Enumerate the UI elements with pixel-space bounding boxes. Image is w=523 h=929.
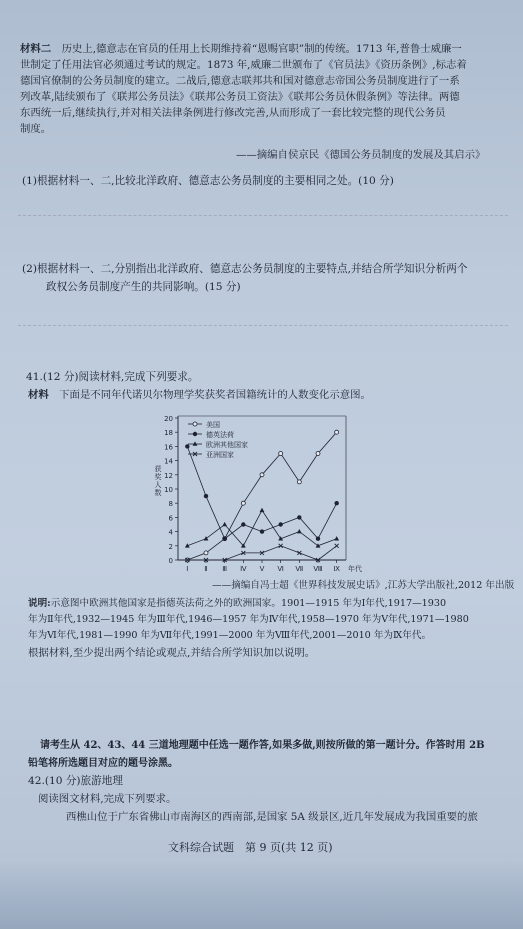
data-point bbox=[297, 515, 301, 519]
material-2-line-4: 列改革,陆续颁布了《联邦公务员法》《联邦公务员工资法》《联邦公务员休假条例》等法律。两德 bbox=[20, 91, 460, 103]
data-point bbox=[260, 508, 265, 512]
x-tick-label: Ⅵ bbox=[277, 565, 284, 573]
data-point bbox=[222, 537, 226, 541]
question-41-task: 根据材料,至少提出两个结论或观点,并结合所学知识加以说明。 bbox=[28, 647, 316, 659]
y-tick-label: 6 bbox=[168, 514, 173, 523]
answer-space-divider bbox=[18, 215, 508, 216]
chart-note-line-2: 年为Ⅱ年代,1932—1945 年为Ⅲ年代,1946—1957 年为Ⅳ年代,1958—1970 年为Ⅴ年代,1971—1980 bbox=[28, 614, 469, 625]
chart-note-line-3: 年为Ⅵ年代,1981—1990 年为Ⅶ年代,1991—2000 年为Ⅷ年代,2001—2010 年为Ⅸ年代。 bbox=[28, 630, 432, 641]
x-tick-label: Ⅲ bbox=[222, 565, 228, 573]
series-0 bbox=[185, 430, 338, 562]
legend-label: 欧洲其他国家 bbox=[206, 441, 248, 449]
nobel-physics-chart bbox=[150, 410, 365, 580]
material-2-source: ——摘编自侯京民《德国公务员制度的发展及其启示》 bbox=[236, 149, 486, 161]
series-2 bbox=[185, 508, 339, 548]
data-point bbox=[204, 494, 208, 498]
question-40-2-line-2: 政权公务员制度产生的共同影响。(15 分) bbox=[46, 281, 241, 293]
x-tick-label: Ⅸ bbox=[333, 565, 340, 573]
material-2-label: 材料二 bbox=[20, 43, 52, 55]
chart-series-group bbox=[185, 430, 339, 562]
y-tick-label: 20 bbox=[164, 415, 173, 423]
answer-space-divider bbox=[18, 325, 508, 326]
x-tick-label: Ⅷ bbox=[313, 565, 323, 573]
y-tick-label: 10 bbox=[164, 486, 173, 494]
data-point bbox=[204, 536, 209, 540]
question-41-material: 材料 下面是不同年代诺贝尔物理学奖获奖者国籍统计的人数变化示意图。 bbox=[28, 389, 371, 401]
material-2-line-2: 世制定了任用法官必须通过考试的规定。1873 年,威廉二世颁布了《官员法》《资历条例》,标志着 bbox=[20, 59, 467, 71]
series-line bbox=[187, 446, 336, 538]
y-tick-label: 18 bbox=[164, 429, 173, 438]
x-axis-label: 年代 bbox=[348, 565, 362, 573]
geography-notice-line-2: 铅笔将所选题目对应的题号涂黑。 bbox=[28, 758, 178, 769]
page-footer: 文科综合试题 第 9 页(共 12 页) bbox=[168, 841, 333, 854]
material-2-line-1: 材料二 历史上,德意志在官员的任用上长期维持着“恩赐官职”制的传统。1713 年,普鲁士威廉一 bbox=[20, 43, 462, 55]
question-41-heading: 41.(12 分)阅读材料,完成下列要求。 bbox=[26, 371, 199, 383]
note-label: 说明: bbox=[28, 598, 51, 609]
y-tick-label: 4 bbox=[168, 528, 173, 537]
question-40-2-line-1: (2)根据材料一、二,分别指出北洋政府、德意志公务员制度的主要特点,并结合所学知识分析两个 bbox=[22, 263, 468, 275]
series-line bbox=[187, 510, 336, 546]
y-tick-label: 14 bbox=[164, 457, 173, 466]
x-tick-label: Ⅶ bbox=[295, 565, 304, 573]
question-40-1: (1)根据材料一、二,比较北洋政府、德意志公务员制度的主要相同之处。(10 分) bbox=[22, 175, 394, 187]
legend-label: 美国 bbox=[206, 421, 220, 429]
question-42-heading: 42.(10 分)旅游地理 bbox=[28, 775, 123, 787]
data-point bbox=[297, 529, 302, 533]
y-tick-label: 0 bbox=[168, 557, 173, 565]
data-point bbox=[316, 452, 320, 456]
data-point bbox=[335, 430, 339, 434]
data-point bbox=[297, 551, 301, 555]
chart-note-line-1: 说明:示意图中欧洲其他国家是指德英法荷之外的欧洲国家。1901—1915 年为Ⅰ年代,1917—1930 bbox=[28, 598, 447, 609]
y-axis-label: 获奖人数 bbox=[154, 465, 162, 497]
data-point bbox=[334, 536, 339, 540]
data-point bbox=[335, 544, 339, 548]
data-point bbox=[185, 444, 189, 448]
data-point bbox=[316, 537, 320, 541]
data-point bbox=[279, 452, 283, 456]
data-point bbox=[222, 522, 227, 526]
legend-marker bbox=[193, 422, 197, 426]
data-point bbox=[204, 551, 208, 555]
y-tick-label: 16 bbox=[164, 443, 173, 452]
y-tick-label: 12 bbox=[164, 471, 173, 480]
question-42-line-1: 阅读图文材料,完成下列要求。 bbox=[38, 793, 177, 805]
y-tick-label: 2 bbox=[168, 542, 173, 551]
legend-marker bbox=[193, 432, 197, 436]
legend-label: 德英法荷 bbox=[206, 431, 234, 439]
data-point bbox=[241, 501, 245, 505]
chart-source: ——摘编自冯士超《世界科技发展史话》,江苏大学出版社,2012 年出版 bbox=[212, 580, 515, 591]
data-point bbox=[260, 473, 264, 477]
data-point bbox=[334, 501, 338, 505]
legend-marker bbox=[193, 441, 198, 445]
material-2-line-6: 制度。 bbox=[20, 123, 52, 135]
x-tick-label: Ⅰ bbox=[186, 565, 189, 573]
page-shadow bbox=[0, 859, 523, 929]
material-label: 材料 bbox=[28, 389, 49, 401]
data-point bbox=[241, 522, 245, 526]
x-tick-label: Ⅴ bbox=[259, 565, 265, 573]
data-point bbox=[278, 522, 282, 526]
data-point bbox=[297, 480, 301, 484]
geography-notice-line-1: 请考生从 42、43、44 三道地理题中任选一题作答,如果多做,则按所做的第一题计分。作答时用 2B bbox=[40, 740, 485, 751]
chart-legend bbox=[188, 420, 248, 459]
question-42-line-2: 西樵山位于广东省佛山市南海区的西南部,是国家 5A 级景区,近几年发展成为我国重要的旅 bbox=[66, 811, 478, 823]
data-point bbox=[260, 529, 264, 533]
legend-label: 亚洲国家 bbox=[206, 451, 234, 459]
x-tick-label: Ⅱ bbox=[204, 565, 208, 573]
x-tick-label: Ⅳ bbox=[240, 565, 247, 573]
material-2-line-5: 东西统一后,继续执行,并对相关法律条例进行修改完善,从而形成了一套比较完整的现代公务员 bbox=[20, 107, 446, 119]
material-2-line-3: 德国官僚制的公务员制度的建立。二战后,德意志联邦共和国对德意志帝国公务员制度进行了一系 bbox=[20, 75, 460, 87]
data-point bbox=[279, 544, 283, 548]
y-tick-label: 8 bbox=[168, 500, 173, 509]
